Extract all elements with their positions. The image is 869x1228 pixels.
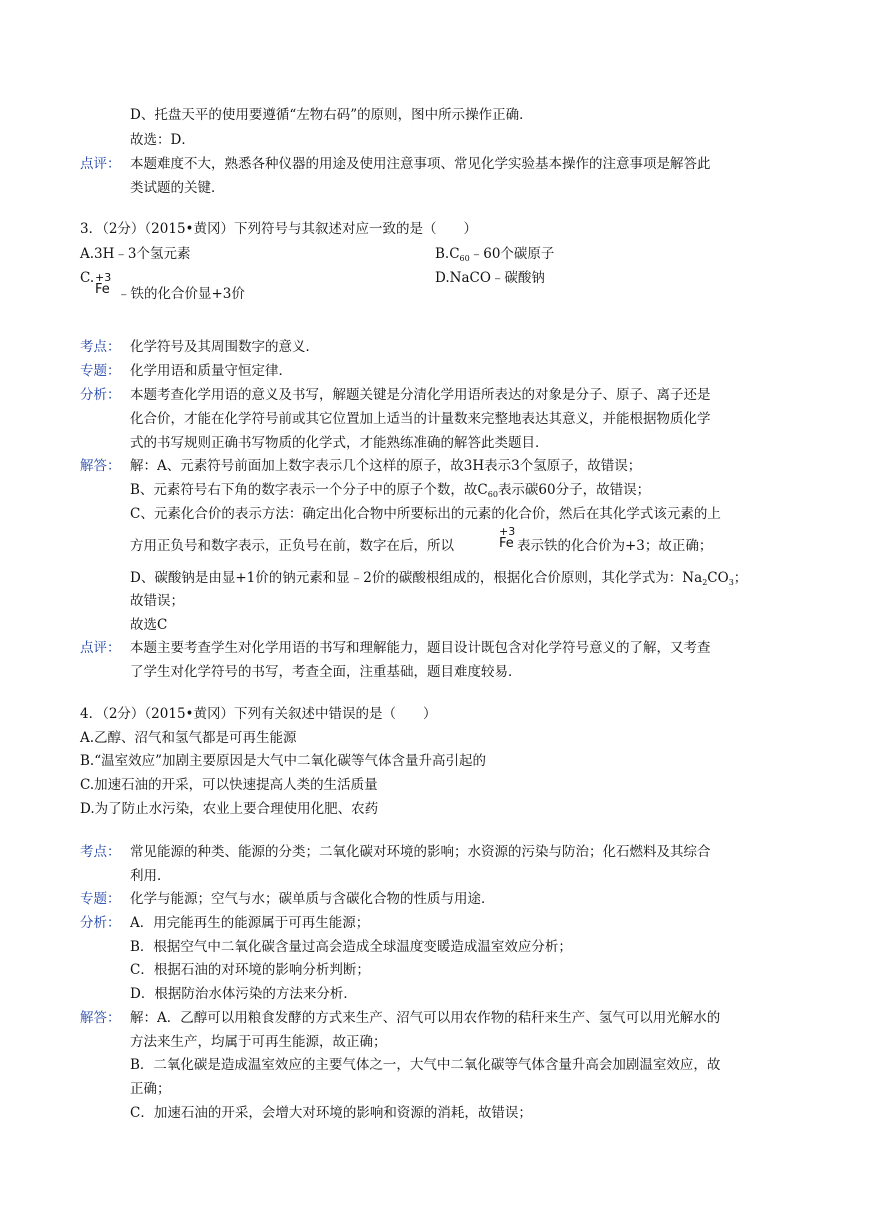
- q3-jieda-line-2-prefix: B、元素符号右下角的数字表示一个分子中的原子个数，故C: [130, 482, 488, 498]
- q3-option-b-subscript: 60: [459, 254, 470, 263]
- q4-kaodian-line-1: 常见能源的种类、能源的分类；二氧化碳对环境的影响；水资源的污染与防治；化石燃料及其综合: [130, 844, 711, 860]
- fe-element: Fe: [95, 282, 110, 297]
- fe-charge: +3: [499, 525, 516, 538]
- q3-stem: 3．（2分）（2015•黄冈）下列符号与其叙述对应一致的是（ ）: [80, 221, 477, 237]
- q3-jieda-line-7: 故选C: [130, 617, 168, 633]
- q3-option-b-prefix: B.C: [435, 246, 460, 262]
- prev-option-d-explanation: D、托盘天平的使用要遵循“左物右码”的原则，图中所示操作正确．: [130, 107, 533, 123]
- q3-dianping-line-2: 了学生对化学符号的书写，考查全面，注重基础，题目难度较易．: [130, 664, 522, 680]
- q3-option-a: A.3H﹣3个氢元素: [80, 246, 191, 262]
- q4-jieda-line-3: B．二氧化碳是造成温室效应的主要气体之一，大气中二氧化碳等气体含量升高会加剧温室效应，故: [130, 1057, 721, 1073]
- prev-comment-label: 点评：: [80, 156, 121, 172]
- q4-kaodian-label: 考点：: [80, 844, 121, 860]
- q4-jieda-line-5: C．加速石油的开采，会增大对环境的影响和资源的消耗，故错误；: [130, 1105, 532, 1121]
- q4-zhuanti: 化学与能源；空气与水；碳单质与含碳化合物的性质与用途．: [130, 891, 495, 907]
- q3-dianping-label: 点评：: [80, 640, 121, 656]
- q3-kaodian: 化学符号及其周围数字的意义．: [130, 339, 319, 355]
- q4-option-c: C.加速石油的开采，可以快速提高人类的生活质量: [80, 777, 378, 793]
- q3-jieda-line-5-prefix: D、碳酸钠是由显+1价的钠元素和显﹣2价的碳酸根组成的，根据化合价原则，其化学式为：Na: [130, 570, 703, 586]
- q3-jieda-label: 解答：: [80, 458, 121, 474]
- fe-element: Fe: [499, 536, 514, 551]
- q3-jieda-line-5-sub1: 2: [702, 578, 708, 587]
- q3-option-c-fe-symbol: [95, 272, 111, 296]
- q3-jieda-line-5-mid: CO: [707, 570, 729, 586]
- q3-fenxi-line-2: 化合价，才能在化学符号前或其它位置加上适当的计量数来完整地表达其意义，并能根据物质化学: [130, 411, 711, 427]
- q4-fenxi-line-1: A．用完能再生的能源属于可再生能源；: [130, 915, 370, 931]
- prev-comment-line-1: 本题难度不大，熟悉各种仪器的用途及使用注意事项、常见化学实验基本操作的注意事项是解答此: [130, 156, 711, 172]
- q3-jieda-line-6: 故错误；: [130, 593, 184, 609]
- prev-answer: 故选：D．: [130, 132, 195, 148]
- q3-jieda-line-5-sub2: 3: [728, 578, 734, 587]
- q3-jieda-line-4-suffix: 表示铁的化合价为+3；故正确；: [517, 538, 713, 554]
- q3-jieda-line-5: [130, 569, 747, 589]
- q4-zhuanti-label: 专题：: [80, 891, 121, 907]
- q4-jieda-line-4: 正确；: [130, 1081, 171, 1097]
- q3-kaodian-label: 考点：: [80, 339, 121, 355]
- q4-fenxi-line-3: C．根据石油的对环境的影响分析判断；: [130, 962, 370, 978]
- q3-option-b-text: ﹣60个碳原子: [469, 246, 555, 262]
- q3-jieda-line-2-suffix: 表示碳60分子，故错误；: [497, 482, 651, 498]
- q3-option-c-text: ﹣铁的化合价显+3价: [117, 286, 245, 302]
- q3-zhuanti: 化学用语和质量守恒定律．: [130, 363, 292, 379]
- q4-option-d: D.为了防止水污染，农业上要合理使用化肥、农药: [80, 801, 379, 817]
- q3-option-d: D.NaCO﹣碳酸钠: [435, 270, 545, 286]
- q4-stem: 4．（2分）（2015•黄冈）下列有关叙述中错误的是（ ）: [80, 706, 437, 722]
- q3-jieda-line-1: 解：A、元素符号前面加上数字表示几个这样的原子，故3H表示3个氢原子，故错误；: [130, 458, 642, 474]
- q3-jieda-line-2-subscript: 60: [487, 490, 498, 499]
- q3-jieda-line-5-suffix: ；: [733, 570, 748, 586]
- q3-zhuanti-label: 专题：: [80, 363, 121, 379]
- q3-jieda-line-2: [130, 481, 650, 501]
- q3-jieda-fe-symbol: [499, 526, 515, 550]
- q3-jieda-line-4-prefix: 方用正负号和数字表示，正负号在前，数字在后，所以: [130, 538, 454, 554]
- q3-option-b: [435, 245, 554, 265]
- q4-jieda-label: 解答：: [80, 1010, 121, 1026]
- q4-fenxi-line-4: D．根据防治水体污染的方法来分析．: [130, 986, 357, 1002]
- fe-charge: +3: [95, 271, 112, 284]
- q3-fenxi-line-3: 式的书写规则正确书写物质的化学式，才能熟练准确的解答此类题目．: [130, 435, 549, 451]
- q4-fenxi-label: 分析：: [80, 915, 121, 931]
- q4-jieda-line-1: 解：A．乙醇可以用粮食发酵的方式来生产、沼气可以用农作物的秸秆来生产、氢气可以用光解水的: [130, 1010, 721, 1026]
- q4-option-b: B.“温室效应”加剧主要原因是大气中二氧化碳等气体含量升高引起的: [80, 753, 487, 769]
- q3-fenxi-label: 分析：: [80, 387, 121, 403]
- q4-kaodian-line-2: 利用．: [130, 868, 171, 884]
- q4-jieda-line-2: 方法来生产，均属于可再生能源，故正确；: [130, 1034, 387, 1050]
- q3-fenxi-line-1: 本题考查化学用语的意义及书写，解题关键是分清化学用语所表达的对象是分子、原子、离子还是: [130, 387, 711, 403]
- q4-fenxi-line-2: B．根据空气中二氧化碳含量过高会造成全球温度变暖造成温室效应分析；: [130, 939, 572, 955]
- prev-comment-line-2: 类试题的关键．: [130, 180, 225, 196]
- q4-option-a: A.乙醇、沼气和氢气都是可再生能源: [80, 730, 297, 746]
- q3-jieda-line-3: C、元素化合价的表示方法：确定出化合物中所要标出的元素的化合价，然后在其化学式该元素的上: [130, 506, 721, 522]
- q3-option-c-prefix: C.: [80, 270, 95, 286]
- q3-dianping-line-1: 本题主要考查学生对化学用语的书写和理解能力，题目设计既包含对化学符号意义的了解，又考查: [130, 640, 711, 656]
